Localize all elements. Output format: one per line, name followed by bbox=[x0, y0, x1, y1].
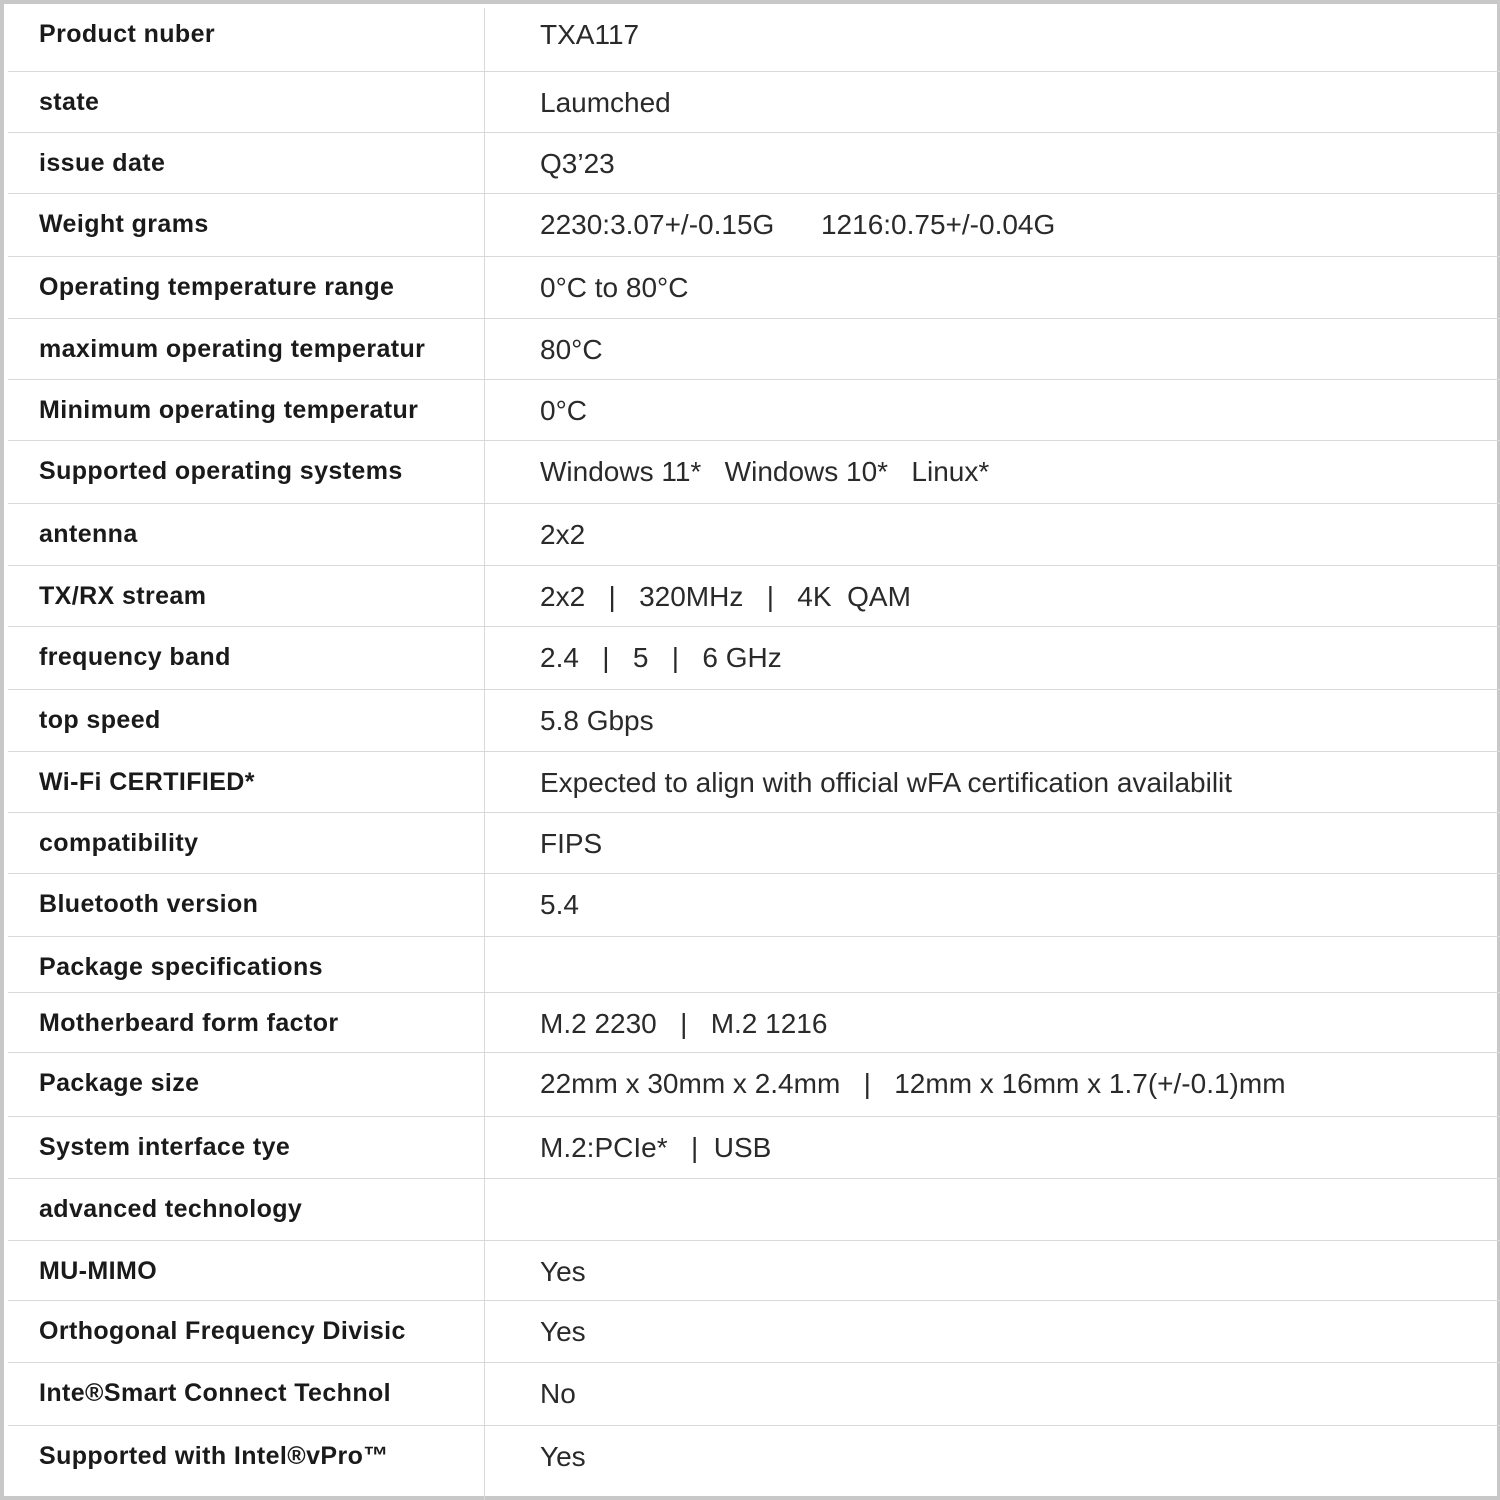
table-row bbox=[8, 1241, 1500, 1301]
row-label: Wi-Fi CERTIFIED* bbox=[39, 768, 255, 796]
row-value: M.2 2230 | M.2 1216 bbox=[540, 1008, 828, 1039]
row-value: Yes bbox=[540, 1256, 586, 1287]
row-value: 2x2 | 320MHz | 4K QAM bbox=[540, 581, 911, 612]
row-value: Laumched bbox=[540, 87, 671, 118]
row-value: 22mm x 30mm x 2.4mm | 12mm x 16mm x 1.7(+/-0.1)mm bbox=[540, 1068, 1286, 1099]
table-row bbox=[8, 194, 1500, 257]
row-label: compatibility bbox=[39, 829, 199, 857]
row-label: System interface tye bbox=[39, 1133, 291, 1161]
table-row bbox=[8, 1117, 1500, 1179]
row-value: 80°C bbox=[540, 334, 603, 365]
table-row bbox=[8, 441, 1500, 504]
row-label: Motherbeard form factor bbox=[39, 1009, 339, 1037]
row-label: Bluetooth version bbox=[39, 890, 259, 918]
table-row bbox=[8, 937, 1500, 993]
row-value: 5.8 Gbps bbox=[540, 705, 654, 736]
row-label: top speed bbox=[39, 706, 161, 734]
row-label: state bbox=[39, 88, 100, 116]
row-label: Package size bbox=[39, 1069, 200, 1097]
row-value: Windows 11* Windows 10* Linux* bbox=[540, 456, 990, 487]
table-row bbox=[8, 319, 1500, 380]
row-label: Inte®Smart Connect Technol bbox=[39, 1379, 392, 1407]
table-row bbox=[8, 690, 1500, 752]
row-value: TXA117 bbox=[540, 19, 640, 50]
row-label: Weight grams bbox=[39, 210, 209, 238]
table-row bbox=[8, 4, 1500, 72]
row-label: Minimum operating temperatur bbox=[39, 396, 419, 424]
table-row bbox=[8, 874, 1500, 937]
row-value: Yes bbox=[540, 1441, 586, 1472]
table-row bbox=[8, 1053, 1500, 1117]
table-row bbox=[8, 1363, 1500, 1426]
row-label: TX/RX stream bbox=[39, 582, 207, 610]
row-label: frequency band bbox=[39, 643, 231, 671]
table-row bbox=[8, 72, 1500, 133]
row-value: M.2:PCIe* | USB bbox=[540, 1132, 772, 1163]
table-row bbox=[8, 133, 1500, 194]
row-value: FIPS bbox=[540, 828, 603, 859]
row-label: Orthogonal Frequency Divisic bbox=[39, 1317, 406, 1345]
table-row bbox=[8, 380, 1500, 441]
row-value: 2.4 | 5 | 6 GHz bbox=[540, 642, 782, 673]
row-value: 0°C bbox=[540, 395, 587, 426]
row-value: 2230:3.07+/-0.15G 1216:0.75+/-0.04G bbox=[540, 209, 1056, 240]
table-row bbox=[8, 993, 1500, 1053]
table-row bbox=[8, 257, 1500, 319]
row-label: Operating temperature range bbox=[39, 273, 395, 301]
row-value: No bbox=[540, 1378, 576, 1409]
table-row bbox=[8, 1301, 1500, 1363]
row-label: MU-MIMO bbox=[39, 1257, 158, 1285]
row-label: issue date bbox=[39, 149, 166, 177]
row-label: Package specifications bbox=[39, 953, 323, 981]
table-row bbox=[8, 1179, 1500, 1241]
table-row bbox=[8, 504, 1500, 566]
table-row bbox=[8, 813, 1500, 874]
row-label: Supported with Intel®vPro™ bbox=[39, 1442, 389, 1470]
row-label: antenna bbox=[39, 520, 138, 548]
row-label: maximum operating temperatur bbox=[39, 335, 426, 363]
row-label: advanced technology bbox=[39, 1195, 303, 1223]
row-value: 2x2 bbox=[540, 519, 586, 550]
row-label: Product nuber bbox=[39, 20, 216, 48]
table-row bbox=[8, 1426, 1500, 1496]
table-row bbox=[8, 566, 1500, 627]
row-label: Supported operating systems bbox=[39, 457, 403, 485]
table-row bbox=[8, 752, 1500, 813]
row-value: 5.4 bbox=[540, 889, 579, 920]
row-value: Q3’23 bbox=[540, 148, 615, 179]
table-row bbox=[8, 627, 1500, 690]
row-value: Yes bbox=[540, 1316, 586, 1347]
row-value: Expected to align with official wFA certification availabilit bbox=[540, 767, 1233, 798]
row-value: 0°C to 80°C bbox=[540, 272, 689, 303]
